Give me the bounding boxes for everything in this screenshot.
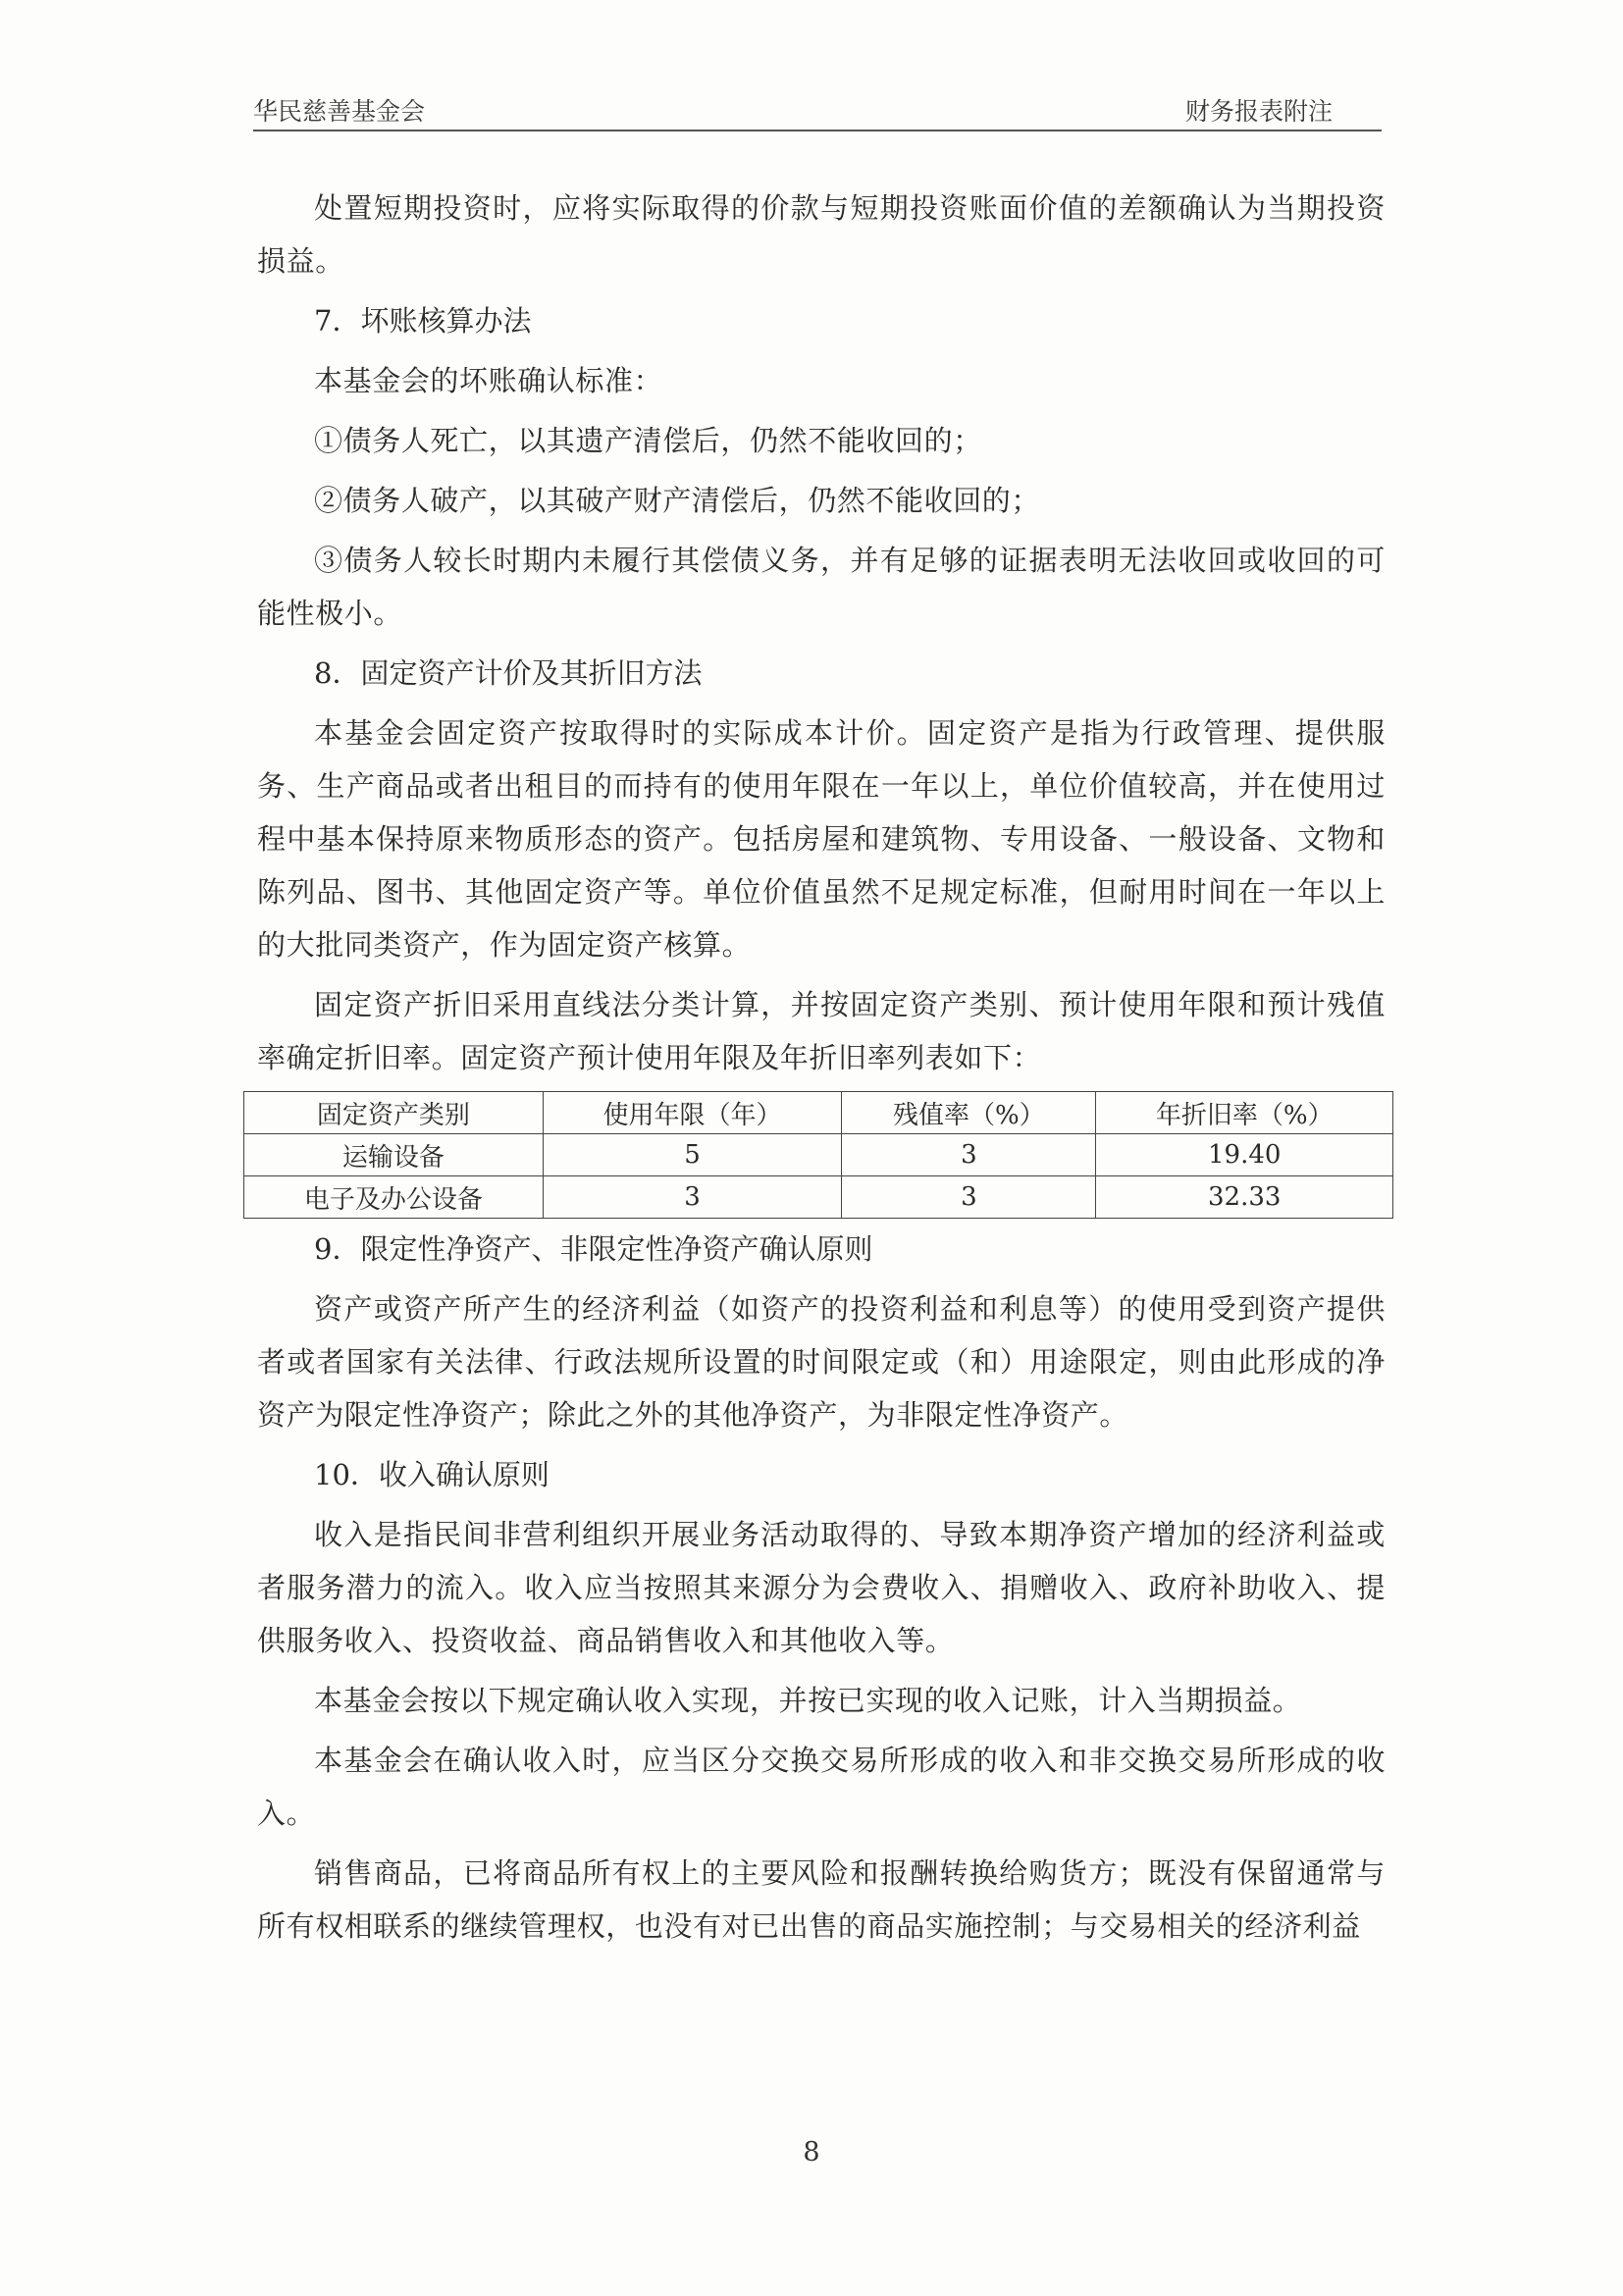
table-header-cell: 残值率（%） [842, 1092, 1096, 1134]
section-heading-revenue: 10．收入确认原则 [314, 1458, 550, 1491]
depreciation-table [243, 1091, 1393, 1219]
table-row [244, 1134, 1393, 1176]
table-cell: 19.40 [1096, 1134, 1393, 1176]
paragraph-revenue-definition: 收入是指民间非营利组织开展业务活动取得的、导致本期净资产增加的经济利益或者服务潜力的流入。收入应当按照其来源分为会费收入、捐赠收入、政府补助收入、提供服务收入、投资收益、商品销售收入和其他收入等。 [257, 1518, 1386, 1657]
paragraph-revenue-classification: 本基金会在确认收入时，应当区分交换交易所形成的收入和非交换交易所形成的收入。 [257, 1744, 1386, 1830]
header-organization-name: 华民慈善基金会 [253, 97, 426, 126]
table-cell: 3 [842, 1134, 1096, 1176]
paragraph-bad-debt-item-3: ③债务人较长时期内未履行其偿债义务，并有足够的证据表明无法收回或收回的可能性极小。 [257, 544, 1386, 630]
paragraph-bad-debt-item-2: ②债务人破产，以其破产财产清偿后，仍然不能收回的； [314, 484, 1041, 517]
page-number: 8 [803, 2137, 820, 2167]
table-row [244, 1176, 1393, 1219]
table-header-cell: 使用年限（年） [543, 1092, 842, 1134]
table-header-row [244, 1092, 1393, 1134]
table-header-cell: 年折旧率（%） [1096, 1092, 1393, 1134]
section-heading-net-assets: 9．限定性净资产、非限定性净资产确认原则 [314, 1232, 873, 1266]
section-heading-fixed-assets: 8．固定资产计价及其折旧方法 [314, 656, 703, 690]
table-cell: 5 [543, 1134, 842, 1176]
table-cell: 3 [543, 1176, 842, 1219]
table-cell: 电子及办公设备 [244, 1176, 544, 1219]
paragraph-revenue-recognition: 本基金会按以下规定确认收入实现，并按已实现的收入记账，计入当期损益。 [314, 1684, 1302, 1717]
paragraph-bad-debt-item-1: ①债务人死亡，以其遗产清偿后，仍然不能收回的； [314, 424, 982, 457]
table-header-cell: 固定资产类别 [244, 1092, 544, 1134]
page-header [253, 88, 1382, 131]
paragraph-fixed-assets-depreciation: 固定资产折旧采用直线法分类计算，并按固定资产类别、预计使用年限和预计残值率确定折旧率。固定资产预计使用年限及年折旧率列表如下： [257, 988, 1386, 1074]
paragraph-bad-debt-criteria: 本基金会的坏账确认标准： [314, 364, 663, 397]
paragraph-sales-of-goods: 销售商品，已将商品所有权上的主要风险和报酬转换给购货方；既没有保留通常与所有权相联系的继续管理权，也没有对已出售的商品实施控制；与交易相关的经济利益 [257, 1856, 1386, 1943]
table-cell: 3 [842, 1176, 1096, 1219]
header-document-title: 财务报表附注 [1184, 97, 1333, 126]
paragraph-fixed-assets-valuation: 本基金会固定资产按取得时的实际成本计价。固定资产是指为行政管理、提供服务、生产商品或者出租目的而持有的使用年限在一年以上，单位价值较高，并在使用过程中基本保持原来物质形态的资产。包括房屋和建筑物、专用设备、一般设备、文物和陈列品、图书、其他固定资产等。单位价值虽然不足规定标准，但耐用时间在一年以上的大批同类资产，作为固定资产核算。 [257, 716, 1386, 962]
table-cell: 运输设备 [244, 1134, 544, 1176]
paragraph-net-assets-principle: 资产或资产所产生的经济利益（如资产的投资利益和利息等）的使用受到资产提供者或者国家有关法律、行政法规所设置的时间限定或（和）用途限定，则由此形成的净资产为限定性净资产；除此之外的其他净资产，为非限定性净资产。 [257, 1292, 1386, 1432]
document-body [257, 182, 1386, 1959]
section-heading-bad-debt: 7．坏账核算办法 [314, 304, 532, 338]
table-cell: 32.33 [1096, 1176, 1393, 1219]
paragraph-short-term-investment: 处置短期投资时，应将实际取得的价款与短期投资账面价值的差额确认为当期投资损益。 [257, 191, 1386, 278]
